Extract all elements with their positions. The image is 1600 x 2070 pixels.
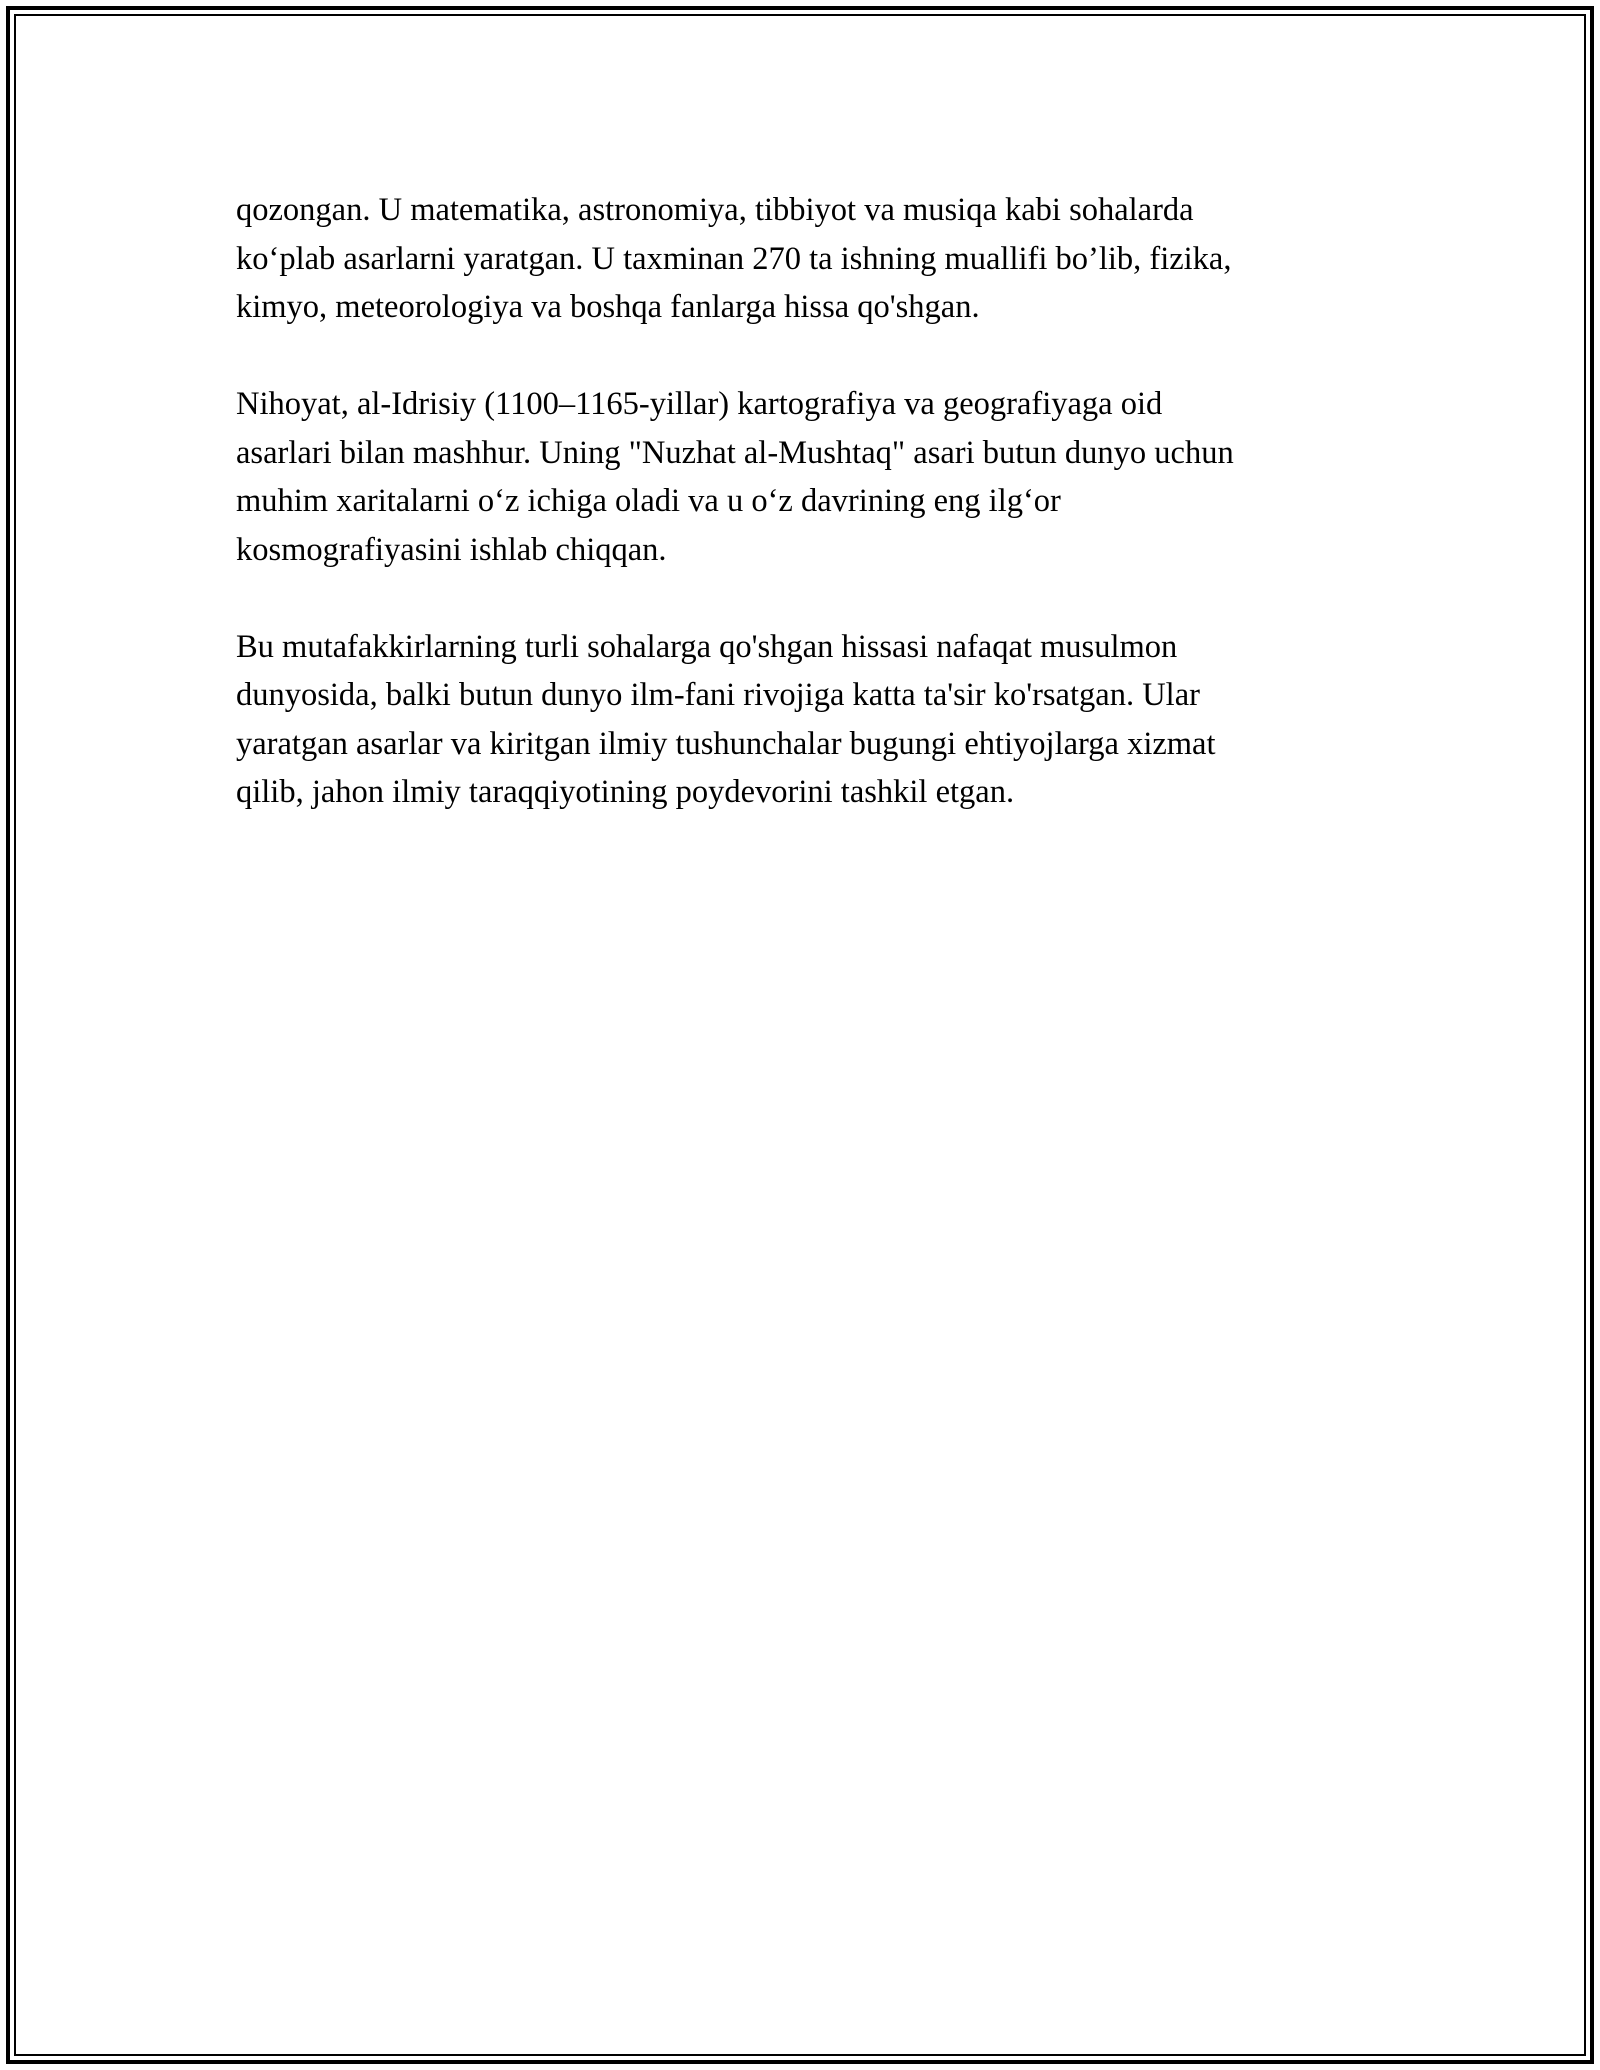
paragraph-3 — [236, 623, 1416, 817]
text-line: Nihoyat, al-Idrisiy (1100–1165-yillar) kartografiya va geografiyaga oid — [236, 386, 1163, 422]
text-line: muhim xaritalarni o‘z ichiga oladi va u o‘z davrining eng ilg‘or — [236, 483, 1061, 519]
text-line: Bu mutafakkirlarning turli sohalarga qo'shgan hissasi nafaqat musulmon — [236, 628, 1178, 665]
text-line: qozongan. U matematika, astronomiya, tibbiyot va musiqa kabi sohalarda — [236, 192, 1194, 228]
document-body — [236, 186, 1416, 865]
text-line: asarlari bilan mashhur. Uning "Nuzhat al-Mushtaq" asari butun dunyo uchun — [236, 434, 1234, 471]
text-line: yaratgan asarlar va kiritgan ilmiy tushunchalar bugungi ehtiyojlarga xizmat — [236, 725, 1216, 762]
text-line: ko‘plab asarlarni yaratgan. U taxminan 270 ta ishning muallifi bo’lib, fizika, — [236, 240, 1232, 277]
text-line: kimyo, meteorologiya va boshqa fanlarga hissa qo'shgan. — [236, 289, 980, 325]
text-line: qilib, jahon ilmiy taraqqiyotining poydevorini tashkil etgan. — [236, 774, 1015, 810]
paragraph-1 — [236, 186, 1416, 332]
text-line: dunyosida, balki butun dunyo ilm-fani rivojiga katta ta'sir ko'rsatgan. Ular — [236, 677, 1200, 713]
text-line: kosmografiyasini ishlab chiqqan. — [236, 531, 667, 568]
paragraph-2 — [236, 380, 1416, 574]
